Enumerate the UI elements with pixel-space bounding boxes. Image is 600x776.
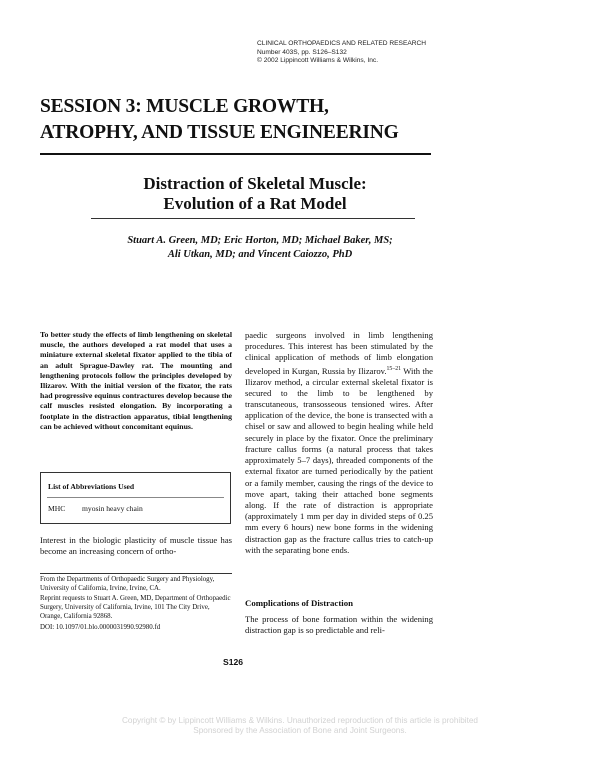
abbreviation-definition: myosin heavy chain bbox=[82, 504, 143, 513]
article-title-line-2: Evolution of a Rat Model bbox=[163, 194, 347, 213]
article-title bbox=[40, 174, 470, 214]
author-list bbox=[70, 234, 450, 261]
session-title-line-1: SESSION 3: MUSCLE GROWTH, bbox=[40, 96, 329, 117]
citation-reference: 15–21 bbox=[386, 365, 402, 372]
journal-copyright: © 2002 Lippincott Williams & Wilkins, Inc. bbox=[257, 57, 379, 65]
authors-line-1: Stuart A. Green, MD; Eric Horton, MD; Michael Baker, MS; bbox=[127, 235, 393, 246]
journal-name: CLINICAL ORTHOPAEDICS AND RELATED RESEARCH bbox=[257, 40, 427, 47]
footnote-affiliation: From the Departments of Orthopaedic Surgery and Physiology, University of California, Irvine, Irvine, CA. bbox=[40, 576, 215, 592]
copyright-watermark bbox=[0, 716, 600, 736]
article-title-line-1: Distraction of Skeletal Muscle: bbox=[143, 174, 367, 193]
page-number: S126 bbox=[223, 657, 244, 667]
footnote-doi: DOI: 10.1097/01.blo.0000031990.92980.fd bbox=[40, 623, 161, 631]
footnotes bbox=[40, 576, 232, 634]
footnote-divider bbox=[40, 573, 232, 574]
right-column-body bbox=[245, 330, 433, 556]
right-column-paragraph bbox=[245, 330, 433, 556]
abbreviation-term: MHC bbox=[48, 504, 66, 513]
abbreviations-box bbox=[40, 472, 231, 524]
session-divider bbox=[40, 153, 431, 155]
copyright-line-1: Copyright © by Lippincott Williams & Wilkins. Unauthorized reproduction of this article is prohibited bbox=[122, 716, 478, 725]
session-title-line-2: ATROPHY, AND TISSUE ENGINEERING bbox=[40, 122, 399, 143]
journal-header bbox=[257, 40, 577, 66]
abstract: To better study the effects of limb lengthening on skeletal muscle, the authors developed a rat model that uses a miniature external skeletal fixator applied to the tibia of an adult Sprague-Dawley rat. The mounting and lengthening protocols follow the principles developed by Ilizarov. With the initial version of the fixator, the rats had progressive equinus contractures develop because the calf muscles resisted elongation. By incorporating a footplate in the distraction apparatus, tibial lengthening can be achieved without concomitant equinus. bbox=[40, 330, 232, 431]
abbreviations-title: List of Abbreviations Used bbox=[48, 482, 135, 491]
journal-issue: Number 403S, pp. S126–S132 bbox=[257, 48, 347, 56]
title-divider bbox=[91, 218, 415, 219]
section-paragraph: The process of bone formation within the widening distraction gap is so predictable and reli- bbox=[245, 614, 433, 636]
paragraph-text: paedic surgeons involved in limb lengthening procedures. This interest has been stimulated by the clinical application of methods of limb elongation developed in Kurgan, Russia by Ilizarov. bbox=[245, 330, 433, 376]
paragraph-text-continued: With the Ilizarov method, a circular external skeletal fixator is secured to the limb to be lengthened by transcutaneous, transosseous tensioned wires. After application of the device, the bone is transected with a chisel or saw and allowed to begin healing while held securely in place by the fixator. Once the preliminary fracture callus forms (a natural process that takes approximately 5–7 days), threaded components of the external fixator are turned periodically by the patient or a family member, causing the rings of the device to move apart, taking their attached bone segments along. If the rate of distraction is appropriate (approximately 1 mm per day in divided steps of 0.25 mm every 6 hours) new bone forms in the widening distraction gap as the fracture callus tries to catch-up with the separating bone ends. bbox=[245, 365, 433, 555]
abbreviations-divider bbox=[47, 497, 224, 498]
section-heading: Complications of Distraction bbox=[245, 598, 353, 608]
copyright-line-2: Sponsored by the Association of Bone and Joint Surgeons. bbox=[193, 726, 407, 735]
introduction-paragraph: Interest in the biologic plasticity of muscle tissue has become an increasing concern of ortho- bbox=[40, 535, 232, 557]
session-title bbox=[40, 94, 460, 146]
footnote-reprint: Reprint requests to Stuart A. Green, MD, Department of Orthopaedic Surgery, University of California, Irvine, 101 The City Drive, Orange, California 92868. bbox=[40, 595, 231, 620]
authors-line-2: Ali Utkan, MD; and Vincent Caiozzo, PhD bbox=[167, 248, 353, 260]
